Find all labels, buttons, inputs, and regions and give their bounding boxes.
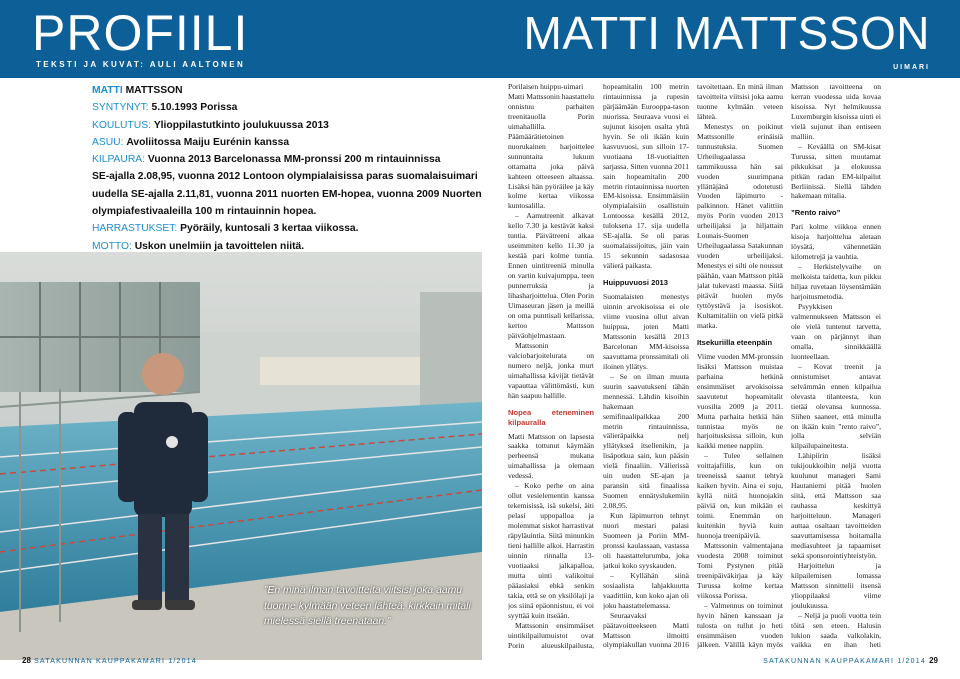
- header-band: [0, 0, 960, 78]
- article-column-3: [697, 82, 783, 652]
- fact-career-value-2: SE-ajalla 2.08,95, vuonna 2012 Lontoon olympialaisissa paras suomalaisuimari: [92, 171, 478, 183]
- fact-career-label: KILPAURA:: [92, 154, 146, 166]
- fact-lives: [92, 134, 492, 151]
- article-para: – Kovat treenit ja onnistumiset antavat selvämmän ennen kilpailua olevasta tilanteesta, kun tietää olevansa kunnossa. Siihen saaneet, että minulla on ikään kuin ”rento raivo”, jolla selviän kilpailupaineitesta.: [791, 361, 881, 451]
- fact-career-value-4: olympiafestivaaleilla 100 m rintauinnin hopea.: [92, 206, 317, 218]
- fact-name-first: MATTI: [92, 85, 123, 96]
- article-para: Mattssonin valciobarjoitelurata on numero neljä, jonka murt uimahallissa kävijät tietävät vapauttaa välittömästi, kun hän saapuu hallille.: [508, 340, 594, 400]
- article-subheading-1: Nopea eteneminen kilpauralla: [508, 407, 594, 427]
- person-tag: UIMARI: [893, 64, 930, 71]
- fact-lives-value: Avoliitossa Maiju Eurénin kanssa: [126, 136, 290, 148]
- section-title: PROFIILI: [32, 5, 249, 61]
- fact-education-value: Ylioppilastutkinto joulukuussa 2013: [153, 119, 329, 131]
- article-para: hopeamitalin 100 metrin rintauinnissa ja rupesin pärjäämään Eurooppa-tason nuorissa. Seuraava vuosi ei sujunut kisojen osalta yhtä hyvin. Se oli ikään kuin kasvuvuosi, sun silloin 17-vuotiaana 18-vuotiaitten sarjassa. Sitten vuonna 2011 sain hopeamitalin 200 metrin rintauinnissa nuorten EM-kisoissa. Ensimmäisiin olympialaisiin osallistuin Lontoossa kesällä 2012, tuloksena 17. sija uudella SE-ajalla. Se oli paras suomalaissijoitus, jäin vain 15 sekunnin sadasosaa välierä paikasta.: [603, 82, 689, 271]
- article-para: Suomalaisten menestys uinnin arvokisoissa ei ole viime vuosina ollut aivan huippua, joten Matti Mattssonin kesällä 2013 Barcelonan MM-kisoissa saavuttama pronssimitali oli iloinen yllätys.: [603, 292, 689, 371]
- article-para: – Koko perhe on aina ollut vesielementin kanssa tekemisissä, isä sukelsi, äiti pelasi uppopalloa ja molemmat siskot harrastivat räpyläuintia. Siitä minunkin tieni hallille alkoi. Harrastin uinnin rinnalla 13-vuotiaaksi jalkapalloa, mutta uinti valikoitui pääasiaksi ehkä senkin takia, että se on yksilölaji ja jos siinä epäonnistuu, ei voi syyttää kuin itseään.: [508, 481, 594, 620]
- footer-right: [763, 656, 938, 665]
- fact-box: [92, 82, 492, 255]
- footer-left-text: SATAKUNNAN KAUPPAKAMARI 1/2014: [34, 658, 197, 665]
- article-para: tavoitettaan. En minä ilman tavoitteita viitsisi joka aamu tuonne kylmään veteen lähteä.: [697, 82, 783, 121]
- article-para: – Keväällä on SM-kisat Turussa, sitten muutamat pikkukisat ja elokuussa pitkän radan EM-kilpailut Berliinissä. Siellä lähden hakemaan mitalia.: [791, 141, 881, 201]
- page-number-right: 29: [929, 656, 938, 665]
- footer-right-text: SATAKUNNAN KAUPPAKAMARI 1/2014: [763, 658, 926, 665]
- article-para: Pari kolme viikkoa ennen kisoja harjoittelua aletaan löysätä, vähennetään kilometrejä ja vauhtia.: [791, 222, 881, 262]
- byline: TEKSTI JA KUVAT: AULI AALTONEN: [36, 60, 246, 69]
- article-para: Harjoittelun ja kilpailemisen lomassa Mattsson sinnittelii itsensä ylioppilaaksi viime joulukuussa.: [791, 560, 881, 610]
- fact-education: [92, 117, 492, 134]
- article-column-1: [508, 82, 594, 652]
- article-para: Matti Mattsson on lapsesta saakka tottunut käymään perheensä mukana uimahallissa ja olemaan vedessä.: [508, 431, 594, 481]
- article-para: – Aamutreenit alkavat kello 7.30 ja kestävät kaksi tuntia. Päivätreeni alkaa useimmiten kello 11.30 ja kestää pari kolme tuntia. Ennen uintitreeniä minulla on vartin kuivajumppa, teen punnerruksia ja lihasharjoittelua. Olen Porin Uimaseuran jäsen ja meillä on oma punttisali kellarissa, kertoo Mattsson päiväohjelmastaan.: [508, 211, 594, 340]
- article-para: – Tulee sellainen voittajafiilis, kun on treeneissä saanut tehtyä kaiken hyvin. Aina ei suju, kyllä niitä huonojakin päiviä on, kun mikään ei toimi. Enemmän on kuitenkin hyviä kuin huonoja treenipäiviä.: [697, 451, 783, 540]
- article-para: Kun läpimurron tehnyt nuori mestari palasi Suomeen ja Poriin MM-pronssi kaulassaan, vastassa oli haastattelurumba, joka jatkui koko syyskauden.: [603, 511, 689, 570]
- fact-career-value-1: Vuonna 2013 Barcelonassa MM-pronssi 200 m rintauinnissa: [147, 154, 441, 166]
- article-para: Seuraavaksi päätavoitteekseen Matti Mattsson ilmoitti olympiakullan vuonna 2016: [603, 610, 689, 650]
- fact-name-last: MATTSSON: [125, 85, 183, 96]
- article-para: – Kyllähän siinä sosiaalista lahjakkuutta vaadittiin, kun koko ajan oli joku haastattelemassa.: [603, 570, 689, 610]
- fact-born-label: SYNTYNYT:: [92, 102, 149, 114]
- article-para: Psyykkisen valmennukseen Mattsson ei ole vielä tuntenut tarvetta, vaan on pärjännyt ihan omalla, sinnikkäällä luonteellaan.: [791, 302, 881, 361]
- article-para: Matti Mattssonin haastattelu onnistuu parhaiten treenitauolla Porin uimahallilla. Päämäärätietoinen nuorukainen harjoittelee sunnuntaita lukuun ottamatta joka päivä kahteen otteeseen altaassa. Lisäksi hän pyöräilee ja käy kolme kertaa viikossa kuntosalilla.: [508, 91, 594, 211]
- fact-name: [92, 82, 492, 99]
- article-subheading-3: Itsekuriilla eteenpäin: [697, 337, 773, 347]
- fact-hobbies-label: HARRASTUKSET:: [92, 223, 178, 235]
- fact-career-value-3: uudella SE-ajalla 2.11,81, vuonna 2011 nuorten EM-hopea, vuonna 2009 Nuorten: [92, 188, 482, 200]
- article-para: – Neljä ja puoli vuotta tein töitä sen eteen. Halusin lukion saada valkolakin, vaikka en ihan heti: [791, 610, 881, 650]
- article-para: Lähipiirin lisäksi tukijoukkoihin neljä vuotta kuulunut manageri Sami Hautaniemi pitää huolen siitä, että Mattsson saa rauhassa keskittyä harjoitteluun. Manageri auttaa osaltaan tavoitteiden saavuttamisessa hoitamalla mediasuhteet ja tapaamiset sekä sponsorointiyhteistyön.: [791, 451, 881, 560]
- article-para: Menestys on poikinut Mattssonille erinäisiä tunnustuksia. Suomen Urheilugaalassa tammikuussa hän sai vuoden suurimpana yllättäjänä odotetusti Vuoden läpimurto -palkinnon. Hänet valittiin myös Porin vuoden 2013 urheilijaksi ja hiljattain Lounais-Suomen Urheilugaalassa Satakunnan vuoden urheilijaksi. Menestys ei silti ole noussut päähän, vaan Mattsson pitää jalat tukevasti maassa. Siitä pitävät huolen myös tyttöystävä ja isosiskot. Kultamitaliin on vielä pitkä matka.: [697, 121, 783, 330]
- article-para: – Herkistelyvaihe on melkoista taidetta, kun pikku hiljaa ruvetaan löysentämään harjoitusmetodia.: [791, 262, 881, 302]
- article-subheading-4: ”Rento raivo”: [791, 208, 841, 218]
- fact-motto-label: MOTTO:: [92, 240, 132, 252]
- article-para: – Se on ilman muuta suurin saavutukseni tähän mennessä. Lähdin kisoihin hakemaan semifinaalipaikkaa 200 metrin rintauinnissa, välieräpaikka nelj yllätykseä itsellenikin, ja lisäpotkua sain, kun pääsin vielä finaaliin. Välierissä uin uuden SE-ajan ja paransin sitä finaalissa Suomen ennätyslukemiin 2.08,95.: [603, 371, 689, 511]
- article-column-4: [791, 82, 881, 652]
- article-para: Mattssonin valmentajana vuodesta 2008 toiminut Tomi Pystynen pitää treenipäiväkirjaa ja käy Turussa kolme kertaa viikossa Porissa.: [697, 540, 783, 600]
- footer-left: [22, 656, 197, 665]
- pool-photo: [0, 252, 482, 660]
- article-para: – Valmennus on toiminut hyvin hänen kanssaan ja tulosta on tullut jo heti ensimmäisen vuoden jälkeen. Välillä käyn myös: [697, 600, 783, 650]
- article-para: Mattsson tavoitteena on kerran vuodessa uida kovaa kisoissa. Nyt helmikuussa Luxemburgin kisoissa uinti ei vielä sujunut ihan entiseen malliin.: [791, 82, 881, 141]
- fact-education-label: KOULUTUS:: [92, 119, 151, 131]
- article-lead-1: Porilaisen huippu-uimari: [508, 82, 584, 91]
- fact-born: [92, 99, 492, 116]
- fact-hobbies: [92, 220, 492, 237]
- article-subheading-2: Huippuvuosi 2013: [603, 278, 668, 288]
- fact-lives-label: ASUU:: [92, 136, 124, 148]
- fact-career: [92, 151, 492, 168]
- article-para: Mattssonin ensimmäiset uintikilpailumuistot ovat Porin alueuskilpailusta,: [508, 620, 594, 650]
- person-name-title: MATTI MATTSSON: [523, 7, 930, 59]
- fact-born-value: 5.10.1993 Porissa: [151, 102, 238, 114]
- fact-hobbies-value: Pyöräily, kuntosali 3 kertaa viikossa.: [180, 223, 359, 235]
- photo-quote: ”En minä ilman tavoitteita viitsisi joka aamu tuonne kylmään veteen lähteä, kirkkain mitali mielessä siellä treenataan.”: [264, 585, 471, 628]
- page-number-left: 28: [22, 656, 31, 665]
- article-column-2: [603, 82, 689, 652]
- article-para: Viime vuoden MM-pronssin lisäksi Mattsson muistaa parhaina hetkinä ensimmäiset arvokisoissa saavutetut hopeamitalit vuosilta 2009 ja 2011. Mutta parhaita hetkiä hän tunnistaa myös ne harjoitusksissa silloin, kun kaikki menee nappiin.: [697, 351, 783, 451]
- fact-motto-value: Uskon unelmiin ja tavoittelen niitä.: [134, 240, 305, 252]
